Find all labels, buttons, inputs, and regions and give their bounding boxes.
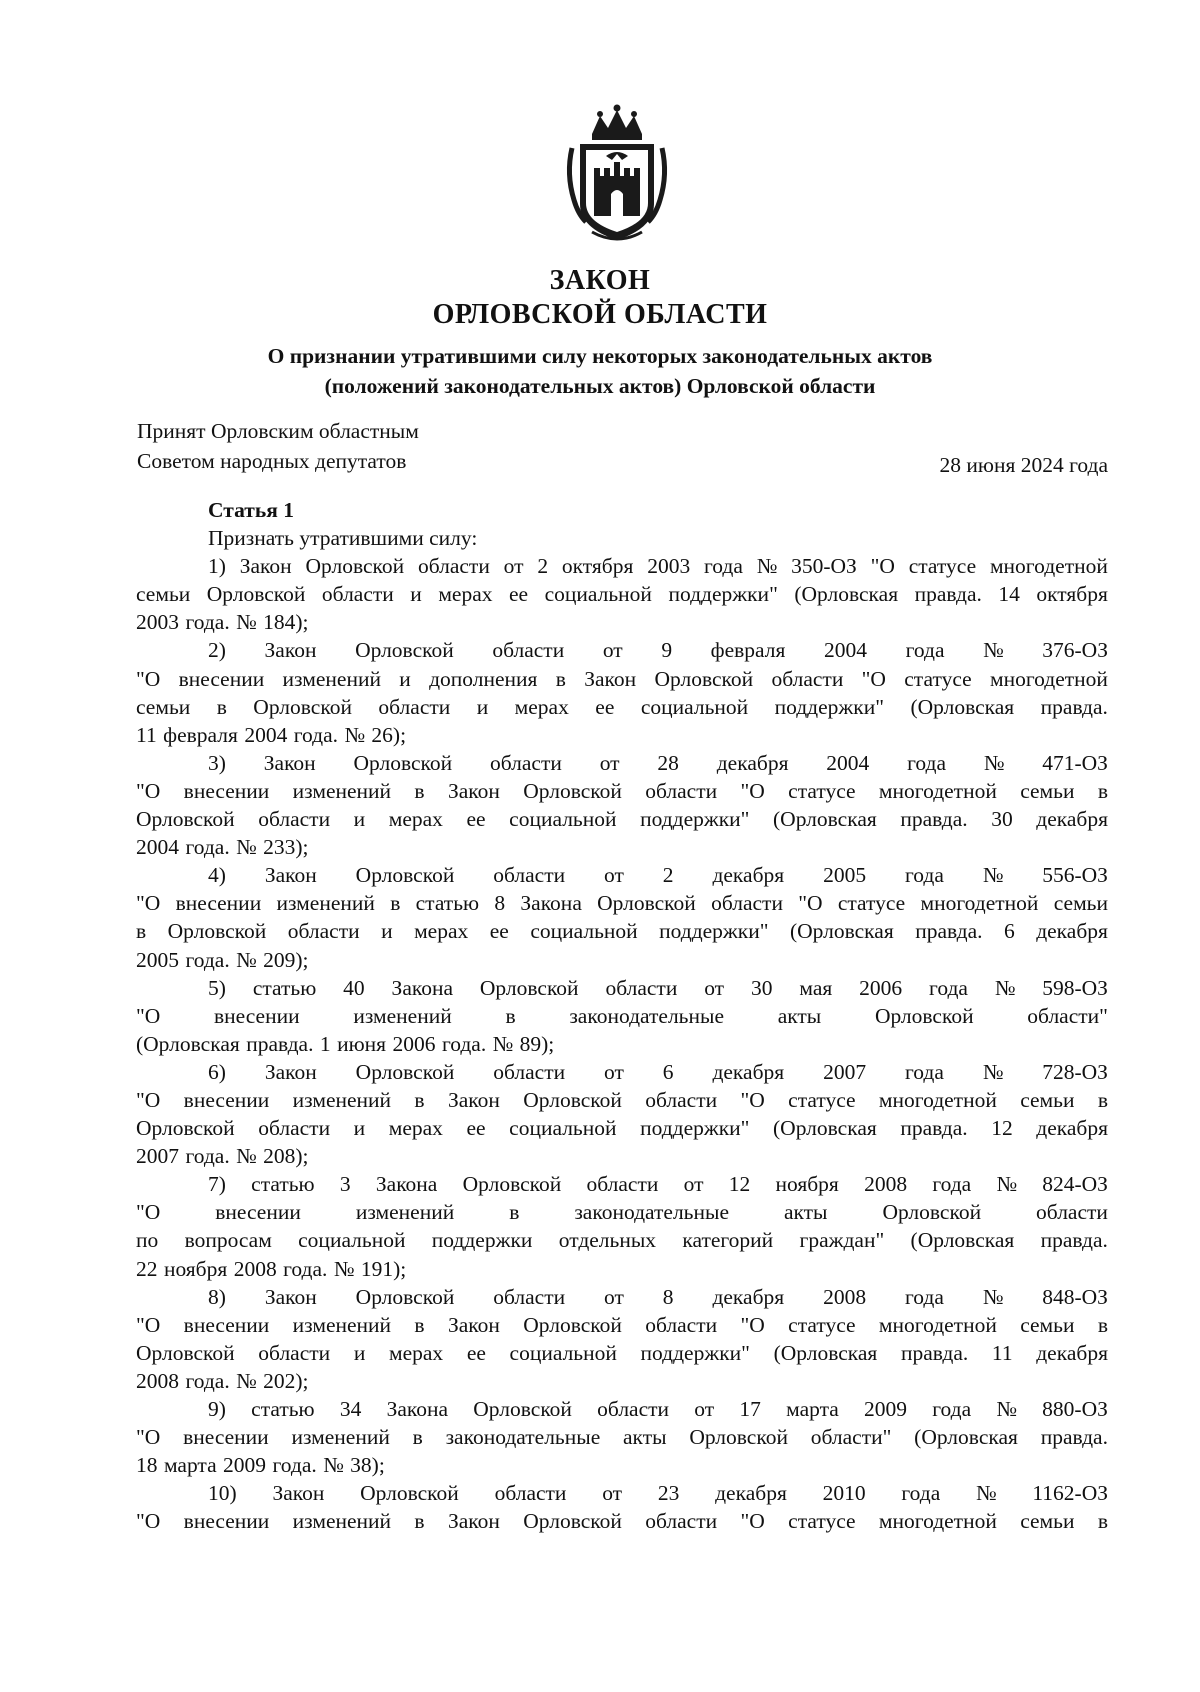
- law-subject-line1: О признании утратившими силу некоторых законодательных актов: [267, 344, 933, 368]
- item-line: 2) Закон Орловской области от 9 февраля 2004 года № 376-ОЗ: [208, 638, 1108, 663]
- item-line: 5) статью 40 Закона Орловской области от 30 мая 2006 года № 598-ОЗ: [208, 975, 1108, 1000]
- item-line: 1) Закон Орловской области от 2 октября 2003 года № 350-ОЗ "О статусе многодетной: [208, 554, 1108, 579]
- item-line: Орловской области и мерах ее социальной поддержки" (Орловская правда. 11 декабря: [136, 1340, 1108, 1365]
- article-body: [136, 496, 1108, 1535]
- item-line: Орловской области и мерах ее социальной поддержки" (Орловская правда. 30 декабря: [136, 807, 1108, 832]
- item-line: "О внесении изменений в статью 8 Закона Орловской области "О статусе многодетной семьи: [136, 891, 1108, 916]
- item-line: 2005 года. № 209);: [136, 947, 309, 972]
- item-line: семьи Орловской области и мерах ее социальной поддержки" (Орловская правда. 14 октября: [136, 582, 1108, 607]
- item-line: "О внесении изменений и дополнения в Закон Орловской области "О статусе многодетной: [136, 666, 1108, 691]
- item-line: 2004 года. № 233);: [136, 835, 309, 860]
- adoption-line1: Принят Орловским областным: [137, 419, 419, 443]
- list-item: [136, 749, 1108, 861]
- item-line: "О внесении изменений в законодательные акты Орловской области" (Орловская правда.: [136, 1425, 1108, 1450]
- article-intro: Признать утратившими силу:: [208, 526, 478, 551]
- article-heading: Статья 1: [208, 498, 294, 522]
- item-line: 2008 года. № 202);: [136, 1368, 309, 1393]
- list-item: [136, 552, 1108, 636]
- law-region: ОРЛОВСКОЙ ОБЛАСТИ: [432, 299, 768, 330]
- item-line: 3) Закон Орловской области от 28 декабря 2004 года № 471-ОЗ: [208, 750, 1108, 775]
- item-line: 6) Закон Орловской области от 6 декабря 2007 года № 728-ОЗ: [208, 1059, 1108, 1084]
- list-item: [136, 1058, 1108, 1170]
- law-title: ЗАКОН: [549, 265, 651, 296]
- adoption-date: 28 июня 2024 года: [939, 453, 1108, 477]
- item-line: 7) статью 3 Закона Орловской области от 12 ноября 2008 года № 824-ОЗ: [208, 1172, 1108, 1197]
- item-line: 9) статью 34 Закона Орловской области от 17 марта 2009 года № 880-ОЗ: [208, 1397, 1108, 1421]
- item-line: 8) Закон Орловской области от 8 декабря 2008 года № 848-ОЗ: [208, 1284, 1108, 1309]
- law-subject-line2: (положений законодательных актов) Орловской области: [324, 374, 876, 398]
- item-line: 10) Закон Орловской области от 23 декабря 2010 года № 1162-ОЗ: [208, 1481, 1108, 1506]
- coat-of-arms-icon: [562, 104, 672, 246]
- item-line: в Орловской области и мерах ее социальной поддержки" (Орловская правда. 6 декабря: [136, 919, 1108, 944]
- item-line: 22 ноября 2008 года. № 191);: [136, 1256, 407, 1281]
- item-line: семьи в Орловской области и мерах ее социальной поддержки" (Орловская правда.: [136, 694, 1108, 719]
- list-item: [136, 1395, 1108, 1479]
- item-line: (Орловская правда. 1 июня 2006 года. № 89);: [136, 1031, 555, 1056]
- item-line: 18 марта 2009 года. № 38);: [136, 1453, 385, 1478]
- adoption-block: [137, 416, 419, 476]
- item-line: "О внесении изменений в Закон Орловской области "О статусе многодетной семьи в: [136, 1087, 1108, 1112]
- list-item: [136, 1479, 1108, 1535]
- list-item: [136, 974, 1108, 1058]
- item-line: Орловской области и мерах ее социальной поддержки" (Орловская правда. 12 декабря: [136, 1116, 1108, 1141]
- article-items: [136, 552, 1108, 1535]
- item-line: "О внесении изменений в Закон Орловской области "О статусе многодетной семьи в: [136, 1312, 1108, 1337]
- item-line: 2003 года. № 184);: [136, 610, 309, 635]
- list-item: [136, 1170, 1108, 1282]
- item-line: "О внесении изменений в Закон Орловской области "О статусе многодетной семьи в: [136, 778, 1108, 803]
- item-line: "О внесении изменений в законодательные акты Орловской области": [136, 1003, 1108, 1028]
- item-line: 2007 года. № 208);: [136, 1144, 309, 1169]
- adoption-line2: Советом народных депутатов: [137, 449, 407, 473]
- list-item: [136, 861, 1108, 973]
- item-line: "О внесении изменений в Закон Орловской области "О статусе многодетной семьи в: [136, 1509, 1108, 1534]
- item-line: 4) Закон Орловской области от 2 декабря 2005 года № 556-ОЗ: [208, 863, 1108, 888]
- item-line: "О внесении изменений в законодательные акты Орловской области: [136, 1200, 1108, 1225]
- list-item: [136, 636, 1108, 748]
- list-item: [136, 1283, 1108, 1395]
- item-line: по вопросам социальной поддержки отдельных категорий граждан" (Орловская правда.: [136, 1228, 1108, 1253]
- item-line: 11 февраля 2004 года. № 26);: [136, 722, 407, 747]
